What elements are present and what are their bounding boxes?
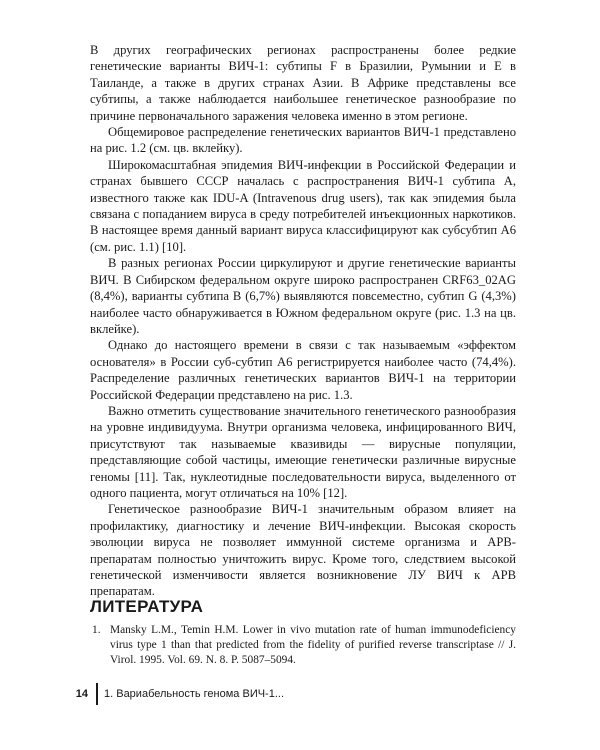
running-title: 1. Вариабельность генома ВИЧ-1... bbox=[104, 688, 285, 700]
body-text bbox=[90, 42, 516, 600]
references-list bbox=[90, 623, 516, 668]
paragraph: Широкомасштабная эпидемия ВИЧ-инфекции в Российской Федерации и странах бывшего СССР началась с распространения ВИЧ-1 субтипа А, известного также как IDU-A (Intravenous drug users), так как эпидемия была связана с попаданием вируса в среду потребителей инъекционных наркотиков. В настоящее время данный вариант вируса классифицируют как субсубтип А6 (см. рис. 1.1) [10]. bbox=[90, 157, 516, 254]
footer-divider bbox=[96, 683, 98, 705]
reference-number: 1. bbox=[92, 624, 101, 636]
paragraph: Генетическое разнообразие ВИЧ-1 значительным образом влияет на профилактику, диагностику и лечение ВИЧ-инфекции. Высокая скорость эволюции вируса не позволяет иммунной системе организма и АРВ-препаратам полностью уничтожить вирус. Кроме того, следствием высокой генетической изменчивости является возникновение ЛУ ВИЧ к АРВ препаратам. bbox=[90, 502, 516, 599]
page-footer bbox=[60, 683, 284, 705]
paragraph: В разных регионах России циркулируют и другие генетические варианты ВИЧ. В Сибирском федеральном округе широко распространен CRF63_02AG (8,4%), варианты субтипа В (6,7%) выявляются повсеместно, субтип G (4,3%) наиболее часто обнаруживается в Южном федеральном округе (рис. 1.3 на цв. вклейке). bbox=[90, 256, 516, 336]
paragraph: В других географических регионах распространены более редкие генетические варианты ВИЧ-1: субтипы F в Бразилии, Румынии и E в Таиланде, а также в других странах Азии. В Африке представлены все субтипы, а также наблюдается наибольшее генетическое разнообразие по причине первоначального заражения человека именно в этом регионе. bbox=[90, 43, 516, 123]
paragraph: Важно отметить существование значительного генетического разнообразия на уровне индивидуума. Внутри организма человека, инфицированного ВИЧ, присутствуют так называемые квазивиды — вирусные популяции, представляющие собой частицы, имеющие генетически различные вирусные геномы [11]. Так, нуклеотидные последовательности вируса, выделенного от одного пациента, могут отличаться на 10% [12]. bbox=[90, 403, 516, 500]
page-number: 14 bbox=[75, 688, 88, 700]
references-heading: ЛИТЕРАТУРА bbox=[90, 597, 204, 616]
paragraph: Общемировое распределение генетических вариантов ВИЧ-1 представлено на рис. 1.2 (см. цв. вклейку). bbox=[90, 125, 516, 156]
reference-text: Mansky L.M., Temin H.M. Lower in vivo mutation rate of human immunodeficiency virus type 1 than that predicted from the fidelity of purified reverse transcriptase // J. Virol. 1995. Vol. 69. N. 8. P. 5087–5094. bbox=[110, 624, 516, 666]
paragraph: Однако до настоящего времени в связи с так называемым «эффектом основателя» в России суб-субтип А6 регистрируется наиболее часто (74,4%). Распределение различных генетических вариантов ВИЧ-1 на территории Российской Федерации представлено на рис. 1.3. bbox=[90, 338, 516, 402]
reference-item bbox=[90, 623, 516, 668]
